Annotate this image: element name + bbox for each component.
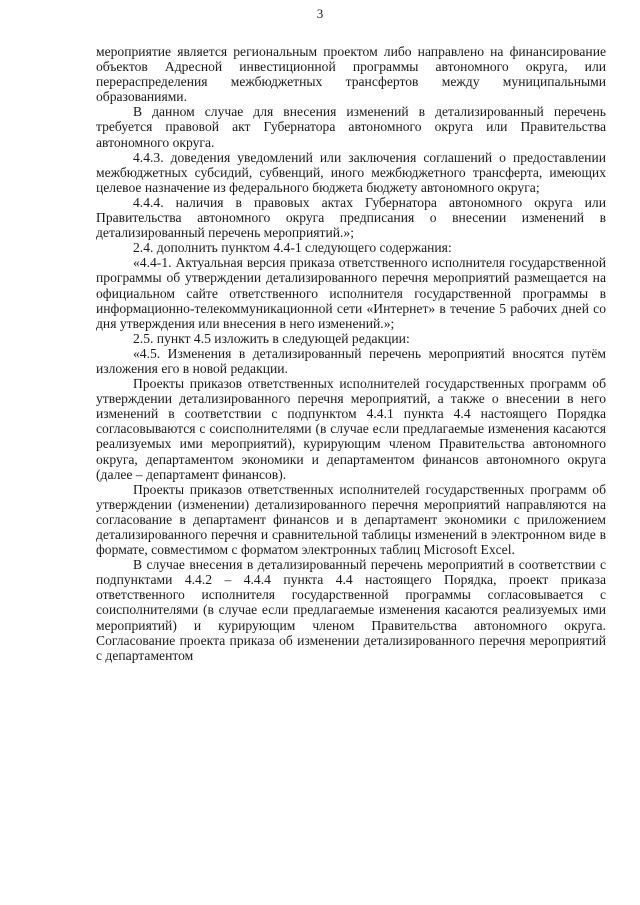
paragraph: В данном случае для внесения изменений в детализированный перечень требуется правовой акт Губернатора автономного округа или Правительства автономного округа.: [96, 104, 606, 150]
paragraph: В случае внесения в детализированный перечень мероприятий в соответствии с подпунктами 4.4.2 – 4.4.4 пункта 4.4 настоящего Порядка, проект приказа ответственного исполнителя государственной программы согласовывается с соисполнителями (в случае если предлагаемые изменения касаются реализуемых ими мероприятий) и курирующим членом Правительства автономного округа. Согласование проекта приказа об изменении детализированного перечня мероприятий с департаментом: [96, 557, 606, 663]
paragraph: 2.5. пункт 4.5 изложить в следующей редакции:: [133, 330, 410, 346]
paragraph: 4.4.4. наличия в правовых актах Губернатора автономного округа или Правительства автономного округа предписания о внесении изменений в детализированный перечень мероприятий.»;: [96, 194, 606, 241]
paragraph: мероприятие является региональным проектом либо направлено на финансирование объектов Адресной инвестиционной программы автономного округа, или перераспределения межбюджетных трансфертов между муниципальными образованиями.: [96, 44, 606, 105]
page-number: 3: [316, 6, 324, 21]
paragraph: «4.5. Изменения в детализированный перечень мероприятий вносятся путём изложения его в новой редакции.: [96, 345, 606, 376]
paragraph: 4.4.3. доведения уведомлений или заключения соглашений о предоставлении межбюджетных субсидий, субвенций, иного межбюджетного трансферта, имеющих целевое назначение из федерального бюджета бюджету автономного округа;: [96, 149, 606, 195]
paragraph: «4.4-1. Актуальная версия приказа ответственного исполнителя государственной программы об утверждении детализированного перечня мероприятий размещается на официальном сайте ответственного исполнителя государственной программы в информационно-телекоммуникационной сети «Интернет» в течение 5 рабочих дней со дня утверждения или внесения в него изменений.»;: [96, 255, 606, 331]
paragraph: Проекты приказов ответственных исполнителей государственных программ об утверждении (изменении) детализированного перечня мероприятий направляются на согласование в департамент финансов и в департамент экономики с приложением детализированного перечня и сравнительной таблицы изменений в электронном виде в формате, совместимом с форматом электронных таблиц Microsoft Excel.: [96, 481, 606, 558]
document-body: [96, 44, 606, 663]
paragraph: Проекты приказов ответственных исполнителей государственных программ об утверждении детализированного перечня мероприятий, а также о внесении в него изменений в соответствии с подпунктом 4.4.1 пункта 4.4 настоящего Порядка согласовываются с соисполнителями (в случае если предлагаемые изменения касаются реализуемых ими мероприятий), курирующим членом Правительства автономного округа, департаментом экономики и департаментом финансов автономного округа (далее – департамент финансов).: [96, 376, 606, 482]
paragraph: 2.4. дополнить пунктом 4.4-1 следующего содержания:: [133, 240, 452, 256]
